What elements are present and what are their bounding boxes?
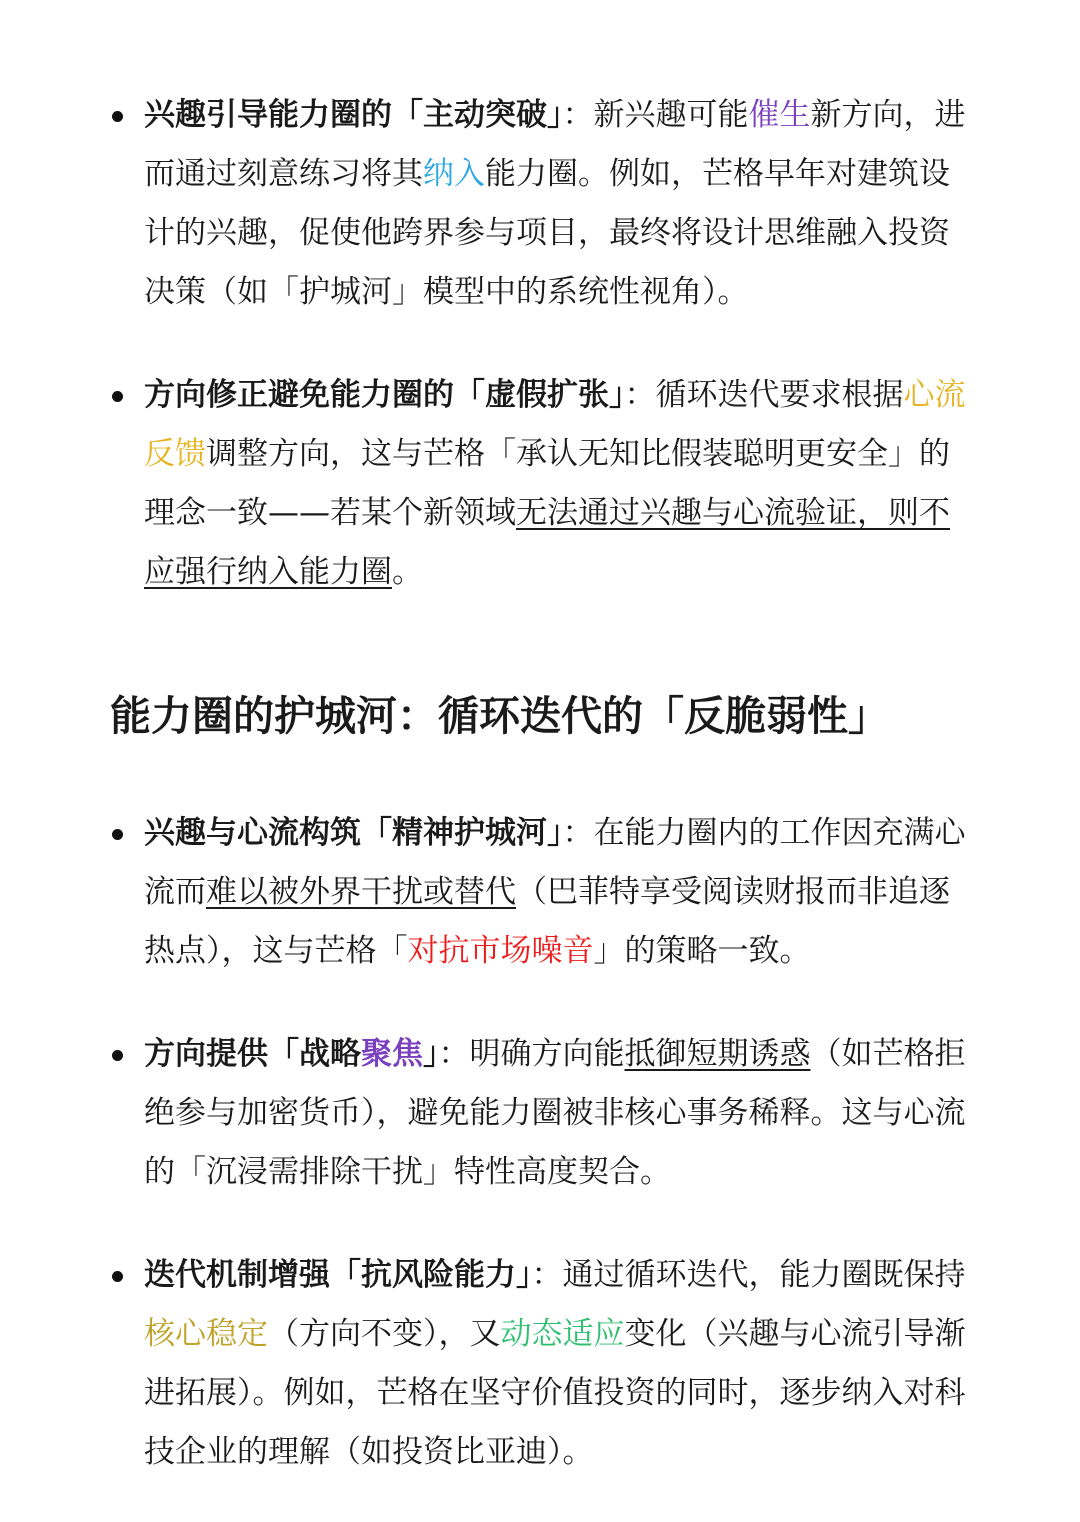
highlight-text: 核心稳定 — [144, 1316, 268, 1352]
item-lead: 兴趣引导能力圈的「主动突破」 — [144, 97, 563, 133]
highlight-text: 聚焦 — [361, 1036, 423, 1072]
highlight-text: 催生 — [748, 97, 811, 133]
section-heading: 能力圈的护城河：循环迭代的「反脆弱性」 — [110, 692, 889, 740]
bullet-list-capability — [110, 86, 970, 602]
underlined-text: 无法通过兴趣与心流验证，则不应强行纳入能力圈 — [144, 495, 950, 590]
item-lead: 迭代机制增强「抗风险能力」 — [144, 1257, 532, 1293]
item-lead: 兴趣与心流构筑「精神护城河」 — [144, 815, 563, 851]
list-item: 兴趣与心流构筑「精神护城河」：在能力圈内的工作因充满心流而难以被外界干扰或替代（巴菲特享受阅读财报而非追逐热点），这与芒格「对抗市场噪音」的策略一致。 — [110, 804, 970, 981]
highlight-text: 心流反馈 — [144, 377, 966, 472]
list-item: 方向修正避免能力圈的「虚假扩张」：循环迭代要求根据心流反馈调整方向，这与芒格「承认无知比假装聪明更安全」的理念一致——若某个新领域无法通过兴趣与心流验证，则不应强行纳入能力圈。 — [110, 366, 970, 602]
highlight-text: 动态适应 — [500, 1316, 625, 1352]
item-lead: 方向提供「战略聚焦」 — [144, 1036, 439, 1072]
item-lead: 方向修正避免能力圈的「虚假扩张」 — [144, 377, 625, 413]
list-item: 兴趣引导能力圈的「主动突破」：新兴趣可能催生新方向，进而通过刻意练习将其纳入能力圈。例如，芒格早年对建筑设计的兴趣，促使他跨界参与项目，最终将设计思维融入投资决策（如「护城河」模型中的系统性视角）。 — [110, 86, 970, 322]
list-item: 方向提供「战略聚焦」：明确方向能抵御短期诱惑（如芒格拒绝参与加密货币），避免能力圈被非核心事务稀释。这与心流的「沉浸需排除干扰」特性高度契合。 — [110, 1025, 970, 1202]
underlined-text: 抵御短期诱惑 — [624, 1036, 811, 1072]
underlined-text: 难以被外界干扰或替代 — [206, 874, 516, 910]
list-item: 迭代机制增强「抗风险能力」：通过循环迭代，能力圈既保持核心稳定（方向不变），又动态适应变化（兴趣与心流引导渐进拓展）。例如，芒格在坚守价值投资的同时，逐步纳入对科技企业的理解（如投资比亚迪）。 — [110, 1246, 970, 1482]
highlight-text: 纳入 — [423, 156, 485, 192]
highlight-text: 对抗市场噪音 — [407, 933, 594, 969]
bullet-list-moat — [110, 804, 970, 1482]
